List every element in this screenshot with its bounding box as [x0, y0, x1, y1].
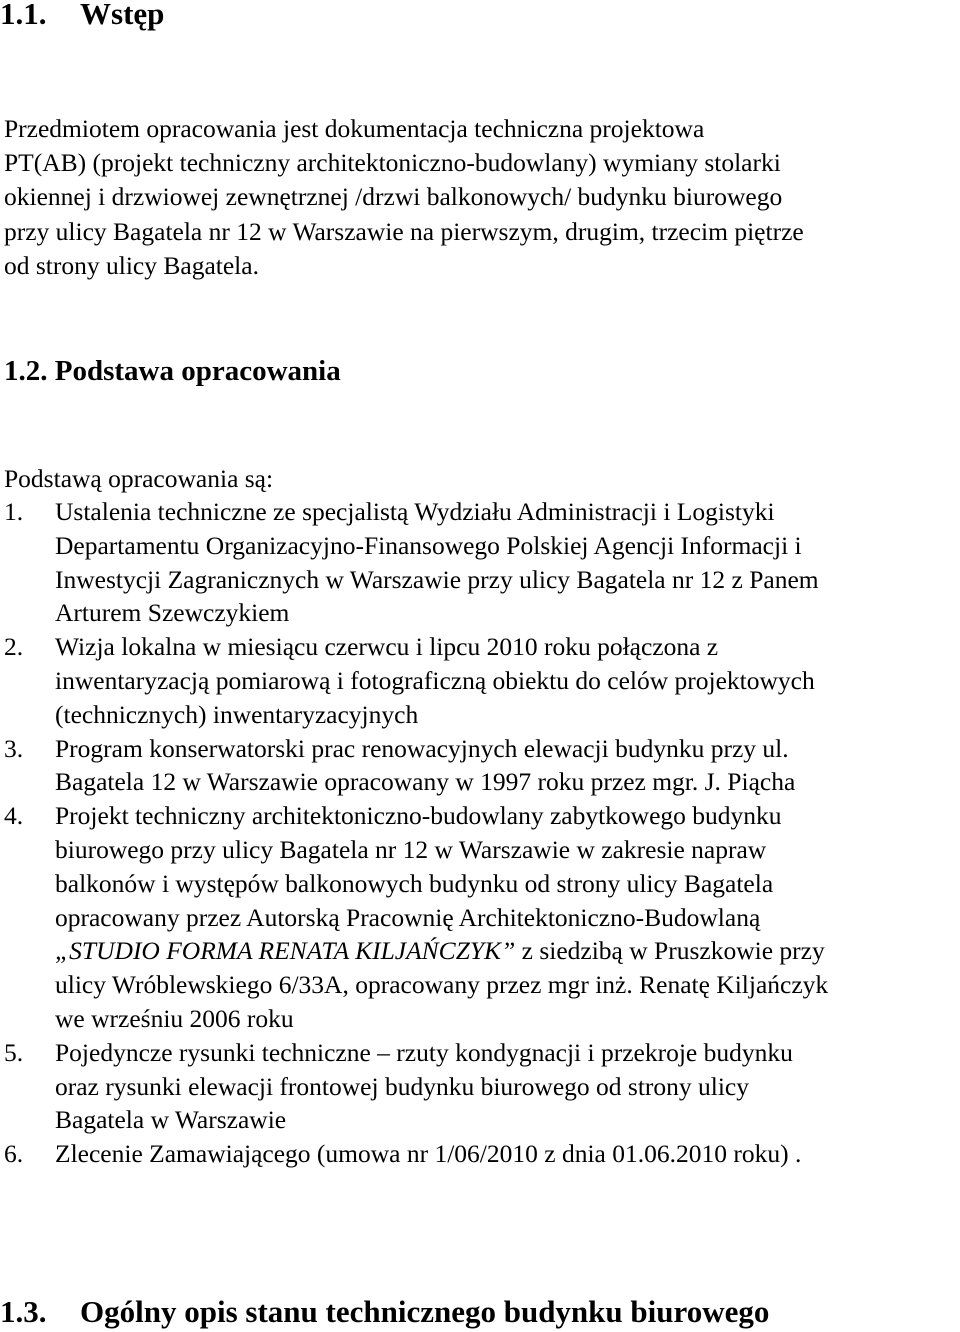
- list-item-line: Pojedyncze rysunki techniczne – rzuty kondygnacji i przekroje budynku: [55, 1037, 793, 1067]
- list-item-line: Inwestycji Zagranicznych w Warszawie przy ulicy Bagatela nr 12 z Panem: [55, 564, 819, 594]
- studio-name-italic: „STUDIO FORMA RENATA KILJAŃCZYK”: [55, 936, 516, 966]
- section-number: 1.3.: [0, 1294, 47, 1329]
- list-item-line-rest: z siedzibą w Pruszkowie przy: [515, 936, 825, 966]
- list-item: [4, 1137, 960, 1171]
- list-item: [4, 799, 960, 1036]
- list-item-line: we wrześniu 2006 roku: [55, 1003, 294, 1033]
- list-item-line: Zlecenie Zamawiającego (umowa nr 1/06/2010 z dnia 01.06.2010 roku) .: [55, 1139, 802, 1169]
- list-item-line: Departamentu Organizacyjno-Finansowego Polskiej Agencji Informacji i: [55, 530, 802, 560]
- paragraph-line: przy ulicy Bagatela nr 12 w Warszawie na pierwszym, drugim, trzecim piętrze: [4, 216, 804, 246]
- list-item-number: 6.: [4, 1139, 24, 1169]
- list-item-line: balkonów i występów balkonowych budynku od strony ulicy Bagatela: [55, 868, 774, 898]
- list-item-number: 3.: [4, 733, 24, 763]
- list-item: [4, 630, 960, 731]
- paragraph-line: od strony ulicy Bagatela.: [4, 250, 259, 280]
- list-item-line: Bagatela 12 w Warszawie opracowany w 1997 roku przez mgr. J. Piącha: [55, 767, 796, 797]
- section-heading-podstawa: 1.2. Podstawa opracowania: [4, 355, 341, 387]
- list-item-line: oraz rysunki elewacji frontowej budynku biurowego od strony ulicy: [55, 1071, 750, 1101]
- list-item-line: inwentaryzacją pomiarową i fotograficzną obiektu do celów projektowych: [55, 665, 815, 695]
- list-item-line: ulicy Wróblewskiego 6/33A, opracowany przez mgr inż. Renatę Kiljańczyk: [55, 970, 829, 1000]
- list-item: [4, 495, 960, 630]
- list-item-line: Arturem Szewczykiem: [55, 598, 290, 628]
- section-title: Ogólny opis stanu technicznego budynku biurowego: [80, 1294, 770, 1329]
- list-item-line: (technicznych) inwentaryzacyjnych: [55, 699, 419, 729]
- paragraph-line: okiennej i drzwiowej zewnętrznej /drzwi balkonowych/ budynku biurowego: [4, 182, 783, 212]
- list-lead: Podstawą opracowania są:: [4, 464, 274, 493]
- list-item: [4, 1036, 960, 1137]
- basis-list: [4, 495, 960, 1171]
- list-item-number: 5.: [4, 1037, 24, 1067]
- list-item-number: 2.: [4, 632, 24, 662]
- list-item-line: Wizja lokalna w miesiącu czerwcu i lipcu 2010 roku połączona z: [55, 632, 719, 662]
- section-heading-opis-stanu: [0, 1292, 769, 1332]
- section-heading-wstep: [0, 0, 164, 34]
- list-item-line: biurowego przy ulicy Bagatela nr 12 w Warszawie w zakresie napraw: [55, 834, 767, 864]
- list-item-line: Projekt techniczny architektoniczno-budowlany zabytkowego budynku: [55, 801, 782, 831]
- intro-paragraph: [4, 112, 954, 283]
- list-item-line: [55, 934, 960, 968]
- section-number: 1.1.: [0, 0, 47, 31]
- section-title: Wstęp: [80, 0, 165, 31]
- list-item-number: 1.: [4, 497, 24, 526]
- list-item-line: Ustalenia techniczne ze specjalistą Wydziału Administracji i Logistyki: [55, 497, 775, 526]
- list-item-line: opracowany przez Autorską Pracownię Architektoniczno-Budowlaną: [55, 902, 761, 932]
- paragraph-line: Przedmiotem opracowania jest dokumentacja techniczna projektowa: [4, 114, 705, 143]
- list-item-line: Bagatela w Warszawie: [55, 1105, 287, 1135]
- paragraph-line: PT(AB) (projekt techniczny architektoniczno-budowlany) wymiany stolarki: [4, 148, 781, 178]
- list-item: [4, 732, 960, 800]
- list-item-number: 4.: [4, 801, 24, 831]
- list-item-line: Program konserwatorski prac renowacyjnych elewacji budynku przy ul.: [55, 733, 789, 763]
